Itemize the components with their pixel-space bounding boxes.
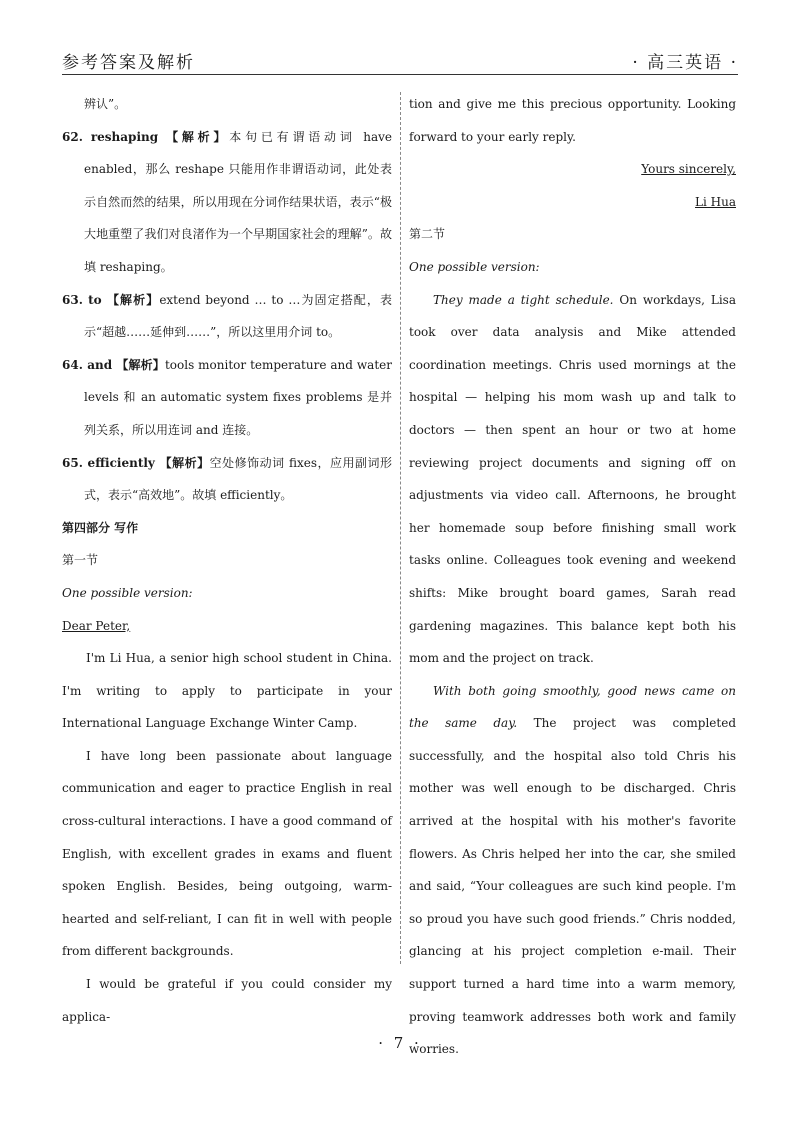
answer-63-label: 63. to 【解析】 — [62, 292, 160, 307]
answer-63 — [62, 284, 392, 349]
answer-63-text: extend beyond … to …为固定搭配，表示“超越……延伸到……”，所以这里用介词 to。 — [84, 292, 392, 340]
story-paragraph-1-lead: They made a tight schedule. — [433, 292, 614, 307]
letter-paragraph-3-end: tion and give me this precious opportunity. Looking forward to your early reply. — [409, 97, 736, 144]
answer-65-label: 65. efficiently 【解析】 — [62, 455, 210, 470]
page-number: · 7 · — [378, 1034, 422, 1052]
story-paragraph-1 — [409, 284, 736, 675]
letter-paragraph-3-start: I would be grateful if you could consider my applica- — [62, 977, 392, 1024]
letter-greeting: Dear Peter, — [62, 618, 131, 633]
answer-62-text: 本句已有谓语动词 have enabled，那么 reshape 只能用作非谓语动词，此处表示自然而然的结果，所以用现在分词作结果状语，表示“极大地重塑了我们对良渚作为一个早期国家社会的理解”。故填 reshaping。 — [84, 129, 392, 274]
answer-64-text: tools monitor temperature and water levels 和 an automatic system fixes problems 是并列关系，所以用连词 and 连接。 — [84, 357, 392, 437]
letter-closing — [409, 153, 736, 186]
letter-signature-text: Li Hua — [695, 194, 736, 209]
answer-65 — [62, 447, 392, 512]
answer-65-text: 空处修饰动词 fixes，应用副词形式，表示“高效地”。故填 efficiently。 — [84, 455, 392, 503]
story-paragraph-2 — [409, 675, 736, 1066]
left-column — [62, 88, 392, 1033]
answer-64-label: 64. and 【解析】 — [62, 357, 165, 372]
letter-signature — [409, 186, 736, 219]
letter-paragraph-1: I'm Li Hua, a senior high school student in China. I'm writing to apply to participate in your International Language Exchange Winter Camp. — [62, 651, 392, 731]
answer-62 — [62, 121, 392, 284]
right-column — [409, 88, 736, 1066]
letter-paragraph-2: I have long been passionate about language communication and eager to practice English in real cross-cultural interactions. I have a good command of English, with excellent grades in exams and fluent spoken English. Besides, being outgoing, warm-hearted and self-reliant, I can fit in well with people from different backgrounds. — [62, 748, 392, 959]
header-right-title: · 高三英语 · — [632, 53, 738, 73]
header-left-title: 参考答案及解析 — [62, 53, 195, 73]
section1-heading: 第一节 — [62, 553, 99, 568]
story-paragraph-2-body: The project was completed successfully, and the hospital also told Chris his mother was well enough to be discharged. Chris arrived at the hospital with his mother's favorite flowers. As Chris helped her into the car, she smiled and said, “Your colleagues are such kind people. I'm so proud you have such good friends.” Chris nodded, glancing at his project completion e-mail. Their support turned a hard time into a warm memory, proving teamwork addresses both work and family worries. — [409, 716, 736, 1057]
page-header — [62, 44, 738, 75]
possible-version-label: One possible version: — [62, 585, 193, 600]
possible-version-label-2: One possible version: — [409, 259, 540, 274]
story-paragraph-1-body: On workdays, Lisa took over data analysis and Mike attended coordination meetings. Chris used mornings at the hospital — helping his mom wash up and talk to doctors — then spent an hour or two at home reviewing project documents and signing off on adjustments via video call. Afternoons, he brought her homemade soup before finishing small work tasks online. Colleagues took evening and weekend shifts: Mike brought board games, Sarah read gardening magazines. This balance kept both his mom and the project on track. — [409, 292, 736, 666]
section2-heading: 第二节 — [409, 227, 446, 242]
story-paragraph-2-lead: With both going smoothly, good news came on the same day. — [409, 683, 736, 731]
answer-62-label: 62. reshaping 【解析】 — [62, 129, 230, 144]
previous-answer-tail: 辨认”。 — [84, 97, 127, 111]
letter-closing-text: Yours sincerely, — [641, 162, 736, 177]
part4-heading: 第四部分 写作 — [62, 520, 139, 535]
answer-64 — [62, 349, 392, 447]
column-divider — [400, 92, 401, 964]
